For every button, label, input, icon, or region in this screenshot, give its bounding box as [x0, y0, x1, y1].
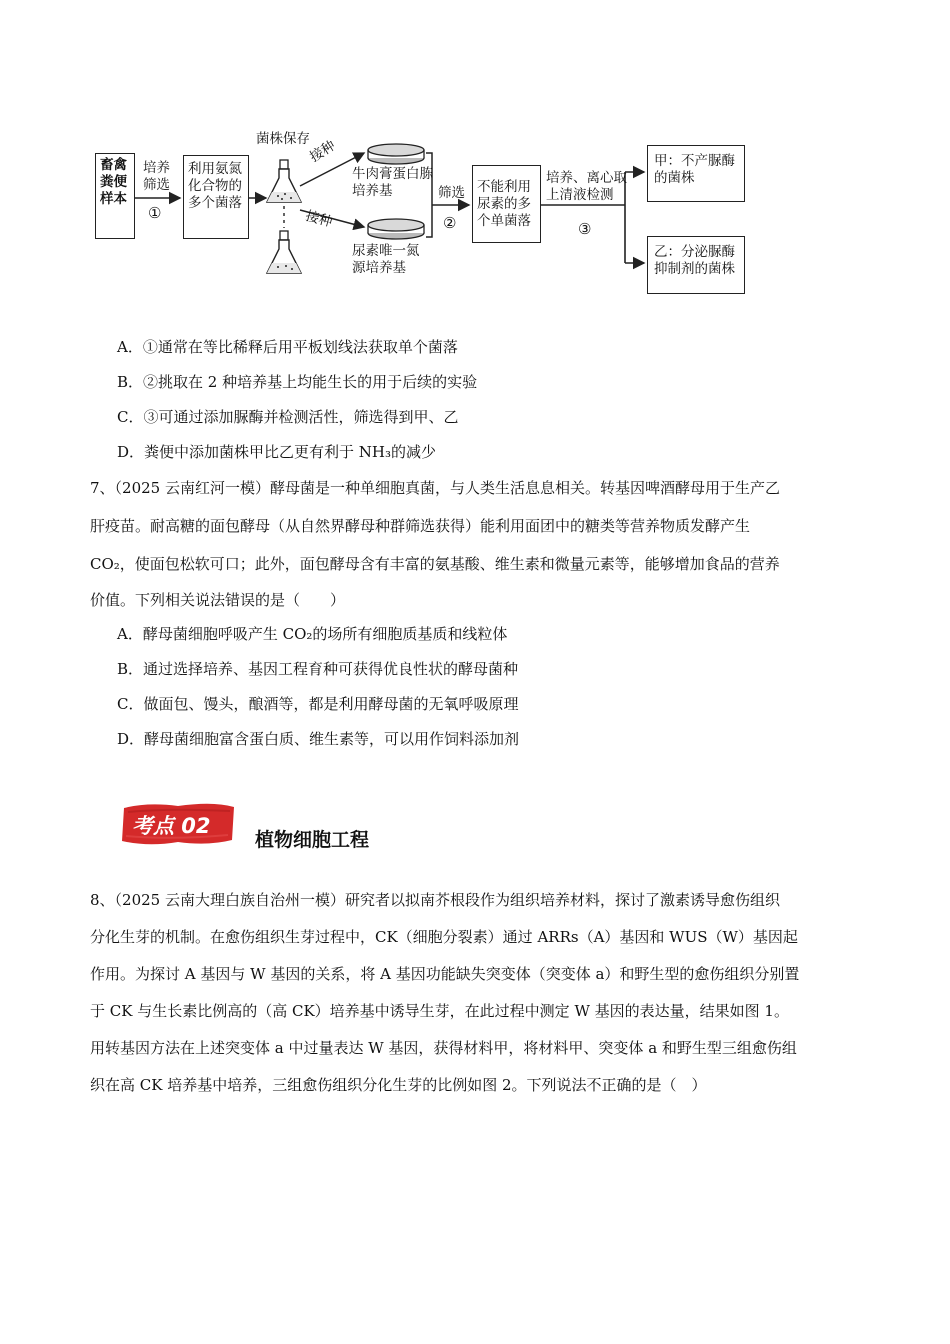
q7-line-2: 肝疫苗。耐高糖的面包酵母（从自然界酵母种群筛选获得）能利用面团中的糖类等营养物质发酵产生: [90, 517, 751, 535]
q8-line-2: 分化生芽的机制。在愈伤组织生芽过程中，CK（细胞分裂素）通过 ARRs（A）基因和 WUS（W）基因起: [90, 928, 798, 946]
box-colonies: 利用氨氮化合物的多个菌落: [183, 155, 249, 239]
box-sample: 畜禽粪便样本: [95, 153, 135, 239]
petri-dish-icon-bottom: [368, 219, 424, 239]
q8-line-3: 作用。为探讨 A 基因与 W 基因的关系，将 A 基因功能缺失突变体（突变体 a）和野生型的愈伤组织分别置: [90, 965, 800, 983]
section-badge: [118, 800, 238, 848]
box-no-urea: 不能利用尿素的多个单菌落: [472, 165, 541, 243]
medium-top-label: 牛肉膏蛋白胨培养基: [352, 166, 433, 199]
q8-line-6: 织在高 CK 培养基中培养，三组愈伤组织分化生芽的比例如图 2。下列说法不正确的是（ ）: [90, 1076, 707, 1094]
step2-num: ②: [443, 214, 457, 232]
q7-option-b: B．通过选择培养、基因工程育种可获得优良性状的酵母菌种: [117, 660, 519, 678]
box-yi: 乙：分泌脲酶抑制剂的菌株: [647, 236, 745, 294]
flask-icon-top: [267, 160, 301, 202]
q7-option-c: C．做面包、馒头，酿酒等，都是利用酵母菌的无氧呼吸原理: [117, 695, 519, 713]
diagram-arrows: [0, 0, 950, 300]
q6-option-a: A．①通常在等比稀释后用平板划线法获取单个菌落: [117, 338, 458, 356]
q8-line-4: 于 CK 与生长素比例高的（高 CK）培养基中诱导生芽，在此过程中测定 W 基因的表达量，结果如图 1。: [90, 1002, 789, 1020]
inoculate-top-label: 接种: [307, 137, 339, 166]
q7-line-3: CO₂，使面包松软可口；此外，面包酵母含有丰富的氨基酸、维生素和微量元素等，能够增加食品的营养: [90, 555, 780, 573]
step2-label: 筛选: [438, 185, 465, 201]
q6-option-c: C．③可通过添加脲酶并检测活性，筛选得到甲、乙: [117, 408, 459, 426]
q8-line-5: 用转基因方法在上述突变体 a 中过量表达 W 基因，获得材料甲，将材料甲、突变体 a 和野生型三组愈伤组: [90, 1039, 797, 1057]
q7-line-4: 价值。下列相关说法错误的是（ ）: [90, 591, 346, 609]
section-title: 植物细胞工程: [255, 829, 370, 851]
step1-label: 培养筛选: [143, 160, 170, 193]
q8-line-1: 8、（2025 云南大理白族自治州一模）研究者以拟南芥根段作为组织培养材料，探讨了激素诱导愈伤组织: [90, 891, 780, 909]
step3-label: 培养、离心取上清液检测: [546, 170, 627, 203]
petri-dish-icon-top: [368, 144, 424, 164]
section-badge-text: 考点 02: [132, 814, 211, 838]
q7-line-1: 7、（2025 云南红河一模）酵母菌是一种单细胞真菌，与人类生活息息相关。转基因啤酒酵母用于生产乙: [90, 479, 780, 497]
flask-icon-bottom: [267, 231, 301, 273]
inoculate-bottom-label: 接种: [303, 208, 335, 231]
step3-num: ③: [578, 220, 592, 238]
medium-bottom-label: 尿素唯一氮源培养基: [352, 243, 420, 276]
strain-save-label: 菌株保存: [256, 131, 310, 147]
step1-num: ①: [148, 204, 162, 222]
q7-option-d: D．酵母菌细胞富含蛋白质、维生素等，可以用作饲料添加剂: [117, 730, 520, 748]
q7-option-a: A．酵母菌细胞呼吸产生 CO₂的场所有细胞质基质和线粒体: [117, 625, 508, 643]
box-jia: 甲：不产脲酶的菌株: [647, 145, 745, 202]
q6-option-b: B．②挑取在 2 种培养基上均能生长的用于后续的实验: [117, 373, 478, 391]
q6-option-d: D．粪便中添加菌株甲比乙更有利于 NH₃的减少: [117, 443, 437, 461]
